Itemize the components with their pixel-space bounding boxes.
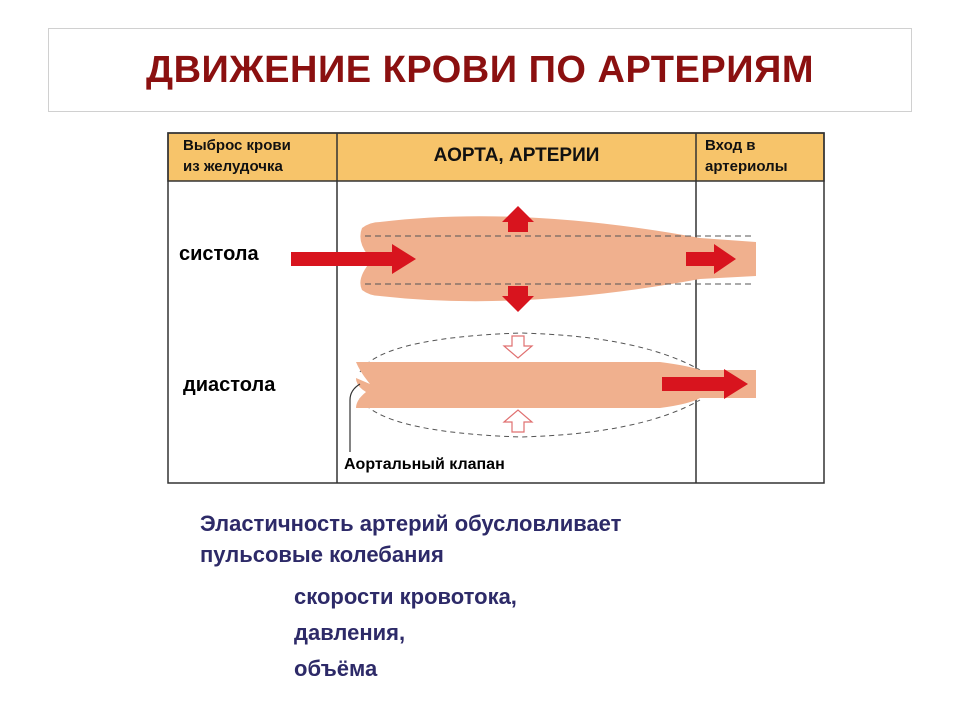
elasticity-line2: пульсовые колебания — [200, 542, 444, 567]
list-item-volume: объёма — [294, 656, 378, 681]
elasticity-line1: Эластичность артерий обусловливает — [200, 511, 622, 536]
diastole-up-hollow-arrow — [504, 410, 532, 432]
diagram-frame — [168, 133, 824, 483]
systole-input-arrow — [291, 244, 416, 274]
header-aorta: АОРТА, АРТЕРИИ — [433, 145, 600, 166]
list-item-velocity: скорости кровотока, — [294, 584, 517, 609]
header-ejection-line1: Выброс крови — [183, 137, 291, 154]
valve-pointer-line — [350, 384, 360, 452]
list-item-pressure: давления, — [294, 620, 406, 645]
header-ejection-line2: из желудочка — [183, 158, 283, 175]
header-arterioles-line1: Вход в — [705, 137, 756, 154]
slide-title: ДВИЖЕНИЕ КРОВИ ПО АРТЕРИЯМ — [146, 49, 814, 91]
diastole-label: диастола — [183, 374, 276, 396]
diastole-down-hollow-arrow — [504, 336, 532, 358]
valve-label: Аортальный клапан — [344, 456, 505, 473]
systole-label: систола — [179, 243, 259, 265]
header-arterioles-line2: артериолы — [705, 158, 788, 175]
